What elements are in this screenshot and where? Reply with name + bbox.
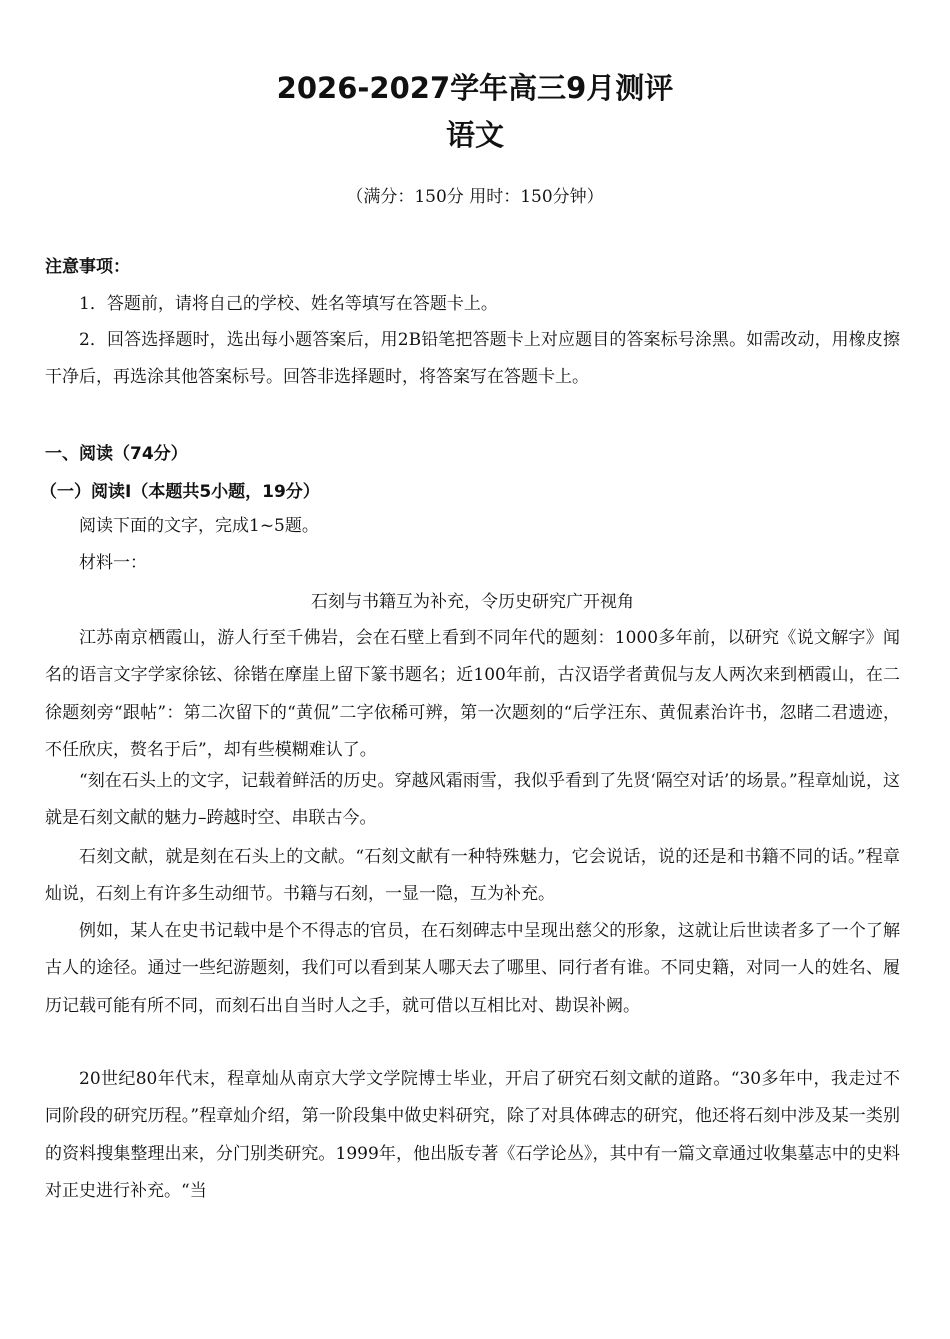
instruction-text: 阅读下面的文字，完成1~5题。	[79, 516, 319, 536]
exam-meta: （满分：150分 用时：150分钟）	[346, 187, 604, 207]
article-title: 石刻与书籍互为补充，令历史研究广开视角	[311, 592, 634, 612]
notice-item-1: 1．答题前，请将自己的学校、姓名等填写在答题卡上。	[79, 294, 498, 314]
article-paragraph: 20世纪80年代末，程章灿从南京大学文学院博士毕业，开启了研究石刻文献的道路。“30多年中，我走过不同阶段的研究历程。”程章灿介绍，第一阶段集中做史料研究，除了对具体碑志的研究，他还将石刻中涉及某一类别的资料搜集整理出来，分门别类研究。1999年，他出版专著《石学论丛》，其中有一篇文章通过收集墓志中的史料对正史进行补充。“当	[45, 1069, 900, 1202]
notice-heading: 注意事项：	[45, 257, 130, 277]
section-heading: 一、阅读（74分）	[45, 444, 188, 464]
exam-title: 2026-2027学年高三9月测评	[276, 71, 674, 105]
article-paragraph: 例如，某人在史书记载中是个不得志的官员，在石刻碑志中呈现出慈父的形象，这就让后世读者多了一个了解古人的途径。通过一些纪游题刻，我们可以看到某人哪天去了哪里、同行者有谁。不同史籍，对同一人的姓名、履历记载可能有所不同，而刻石出自当时人之手，就可借以互相比对、勘误补阙。	[45, 921, 900, 1016]
article-paragraph: 石刻文献，就是刻在石头上的文献。“石刻文献有一种特殊魅力，它会说话，说的还是和书籍不同的话。”程章灿说，石刻上有许多生动细节。书籍与石刻，一显一隐，互为补充。	[45, 847, 900, 905]
material-label: 材料一：	[79, 553, 147, 573]
article-paragraph: “刻在石头上的文字，记载着鲜活的历史。穿越风霜雨雪，我似乎看到了先贤‘隔空对话’的场景。”程章灿说，这就是石刻文献的魅力–跨越时空、串联古今。	[45, 771, 900, 829]
notice-item-2: 2．回答选择题时，选出每小题答案后，用2B铅笔把答题卡上对应题目的答案标号涂黑。如需改动，用橡皮擦干净后，再选涂其他答案标号。回答非选择题时，将答案写在答题卡上。	[45, 330, 900, 388]
article-paragraph: 江苏南京栖霞山，游人行至千佛岩，会在石壁上看到不同年代的题刻：1000多年前，以研究《说文解字》闻名的语言文字学家徐铉、徐锴在摩崖上留下篆书题名；近100年前，古汉语学者黄侃与友人两次来到栖霞山，在二徐题刻旁“跟帖”：第二次留下的“黄侃”二字依稀可辨，第一次题刻的“后学汪东、黄侃素治许书，忽睹二君遗迹，不任欣庆，赘名于后”，却有些模糊难认了。	[45, 628, 900, 761]
subject-title: 语文	[445, 118, 504, 152]
sub-section-heading: （一）阅读I（本题共5小题，19分）	[40, 482, 320, 502]
